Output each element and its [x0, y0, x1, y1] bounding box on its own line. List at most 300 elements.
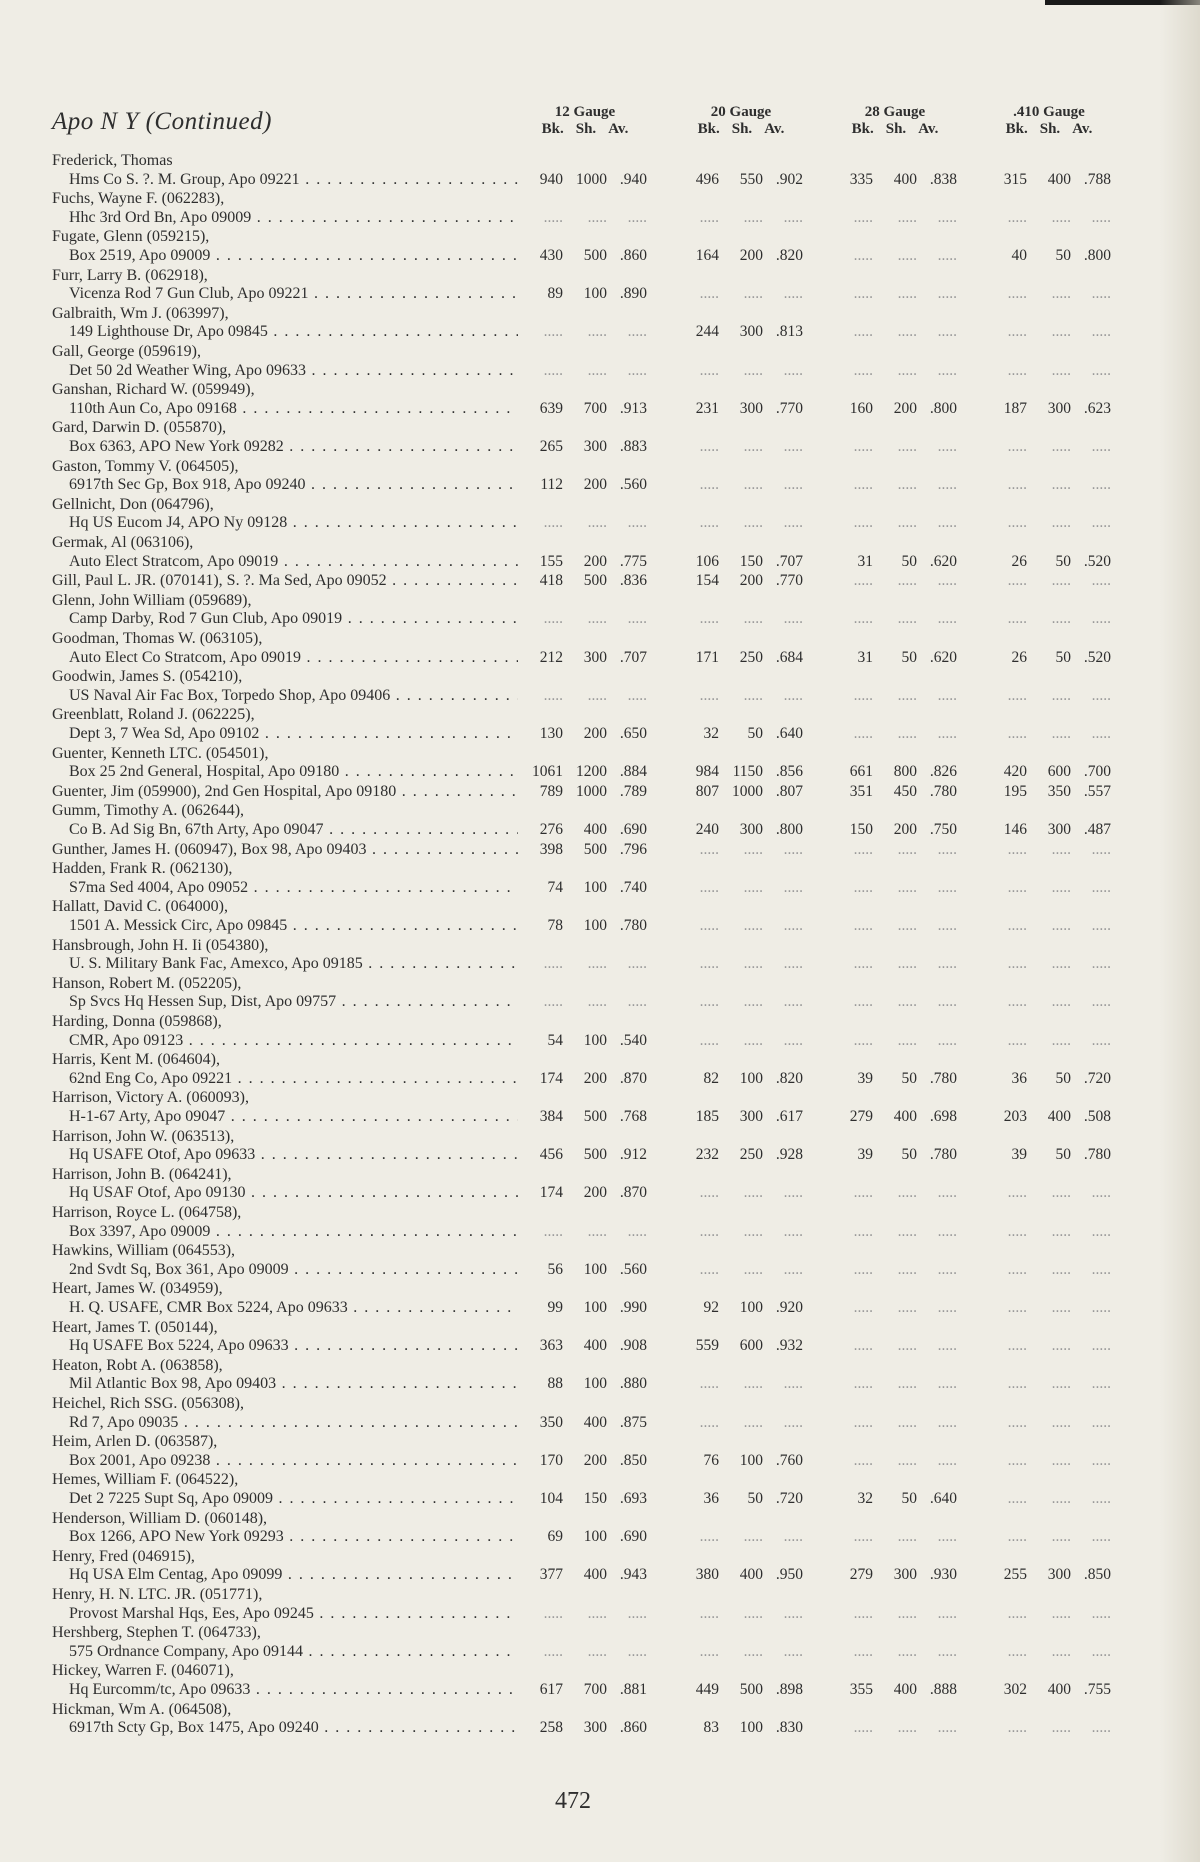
score-sh: ..... — [897, 1337, 917, 1355]
entry-name-line — [52, 1548, 1142, 1567]
score-sh: ..... — [1051, 955, 1071, 973]
score-bk: ..... — [1007, 610, 1027, 628]
entry-text: Sp Svcs Hq Hessen Sup, Dist, Apo 09757 . . . — [69, 993, 518, 1012]
score-av: ..... — [783, 285, 803, 303]
entry-address-line — [52, 1643, 1142, 1662]
entry-name-line — [52, 668, 1142, 687]
score-bk: ..... — [1007, 1298, 1027, 1316]
score-bk: 76 — [703, 1451, 719, 1469]
entry-name-line — [52, 937, 1142, 956]
score-sh: 300 — [583, 437, 607, 455]
entry-name-line — [52, 343, 1142, 362]
score-sh: ..... — [743, 1604, 763, 1622]
entry-text: H. Q. USAFE, CMR Box 5224, Apo 09633 . . . — [69, 1299, 518, 1318]
score-bk: ..... — [853, 1451, 873, 1469]
score-bk: 418 — [539, 572, 563, 590]
gauge-scores — [830, 725, 960, 744]
score-sh: 400 — [583, 1566, 607, 1584]
score-sh: 400 — [1047, 1680, 1071, 1698]
score-bk: 195 — [1003, 782, 1027, 800]
gauge-column-label: Sh. — [1039, 121, 1061, 137]
score-bk: ..... — [543, 993, 563, 1011]
gauge-scores — [984, 610, 1114, 629]
score-sh: ..... — [1051, 1337, 1071, 1355]
entry-text: Hershberg, Stephen T. (064733), — [52, 1624, 261, 1642]
score-sh: ..... — [1051, 1642, 1071, 1660]
entry-name-line — [52, 1051, 1142, 1070]
gauge-scores — [676, 955, 806, 974]
score-av: ..... — [1091, 840, 1111, 858]
score-sh: 400 — [1047, 170, 1071, 188]
score-sh: ..... — [1051, 1260, 1071, 1278]
score-av: ..... — [1091, 1298, 1111, 1316]
list-item — [52, 783, 1142, 802]
entry-text: Hickey, Warren F. (046071), — [52, 1662, 234, 1680]
entry-name-line — [52, 152, 1142, 171]
score-sh: 50 — [747, 724, 763, 742]
entry-text: 6917th Sec Gp, Box 918, Apo 09240 . . . — [69, 476, 518, 495]
gauge-name: 28 Gauge — [864, 104, 926, 120]
gauge-name: 12 Gauge — [554, 104, 616, 120]
entry-address-line — [52, 1070, 1142, 1089]
score-av: .884 — [619, 763, 647, 781]
score-bk: 174 — [539, 1069, 563, 1087]
gauge-scores — [830, 1719, 960, 1738]
entry-name-line — [52, 1280, 1142, 1299]
score-sh: ..... — [897, 1375, 917, 1393]
score-sh: ..... — [897, 208, 917, 226]
score-sh: ..... — [897, 1298, 917, 1316]
entry-name-line — [52, 860, 1142, 879]
gauge-scores — [676, 1261, 806, 1280]
score-bk: ..... — [853, 437, 873, 455]
score-av: ..... — [937, 1337, 957, 1355]
score-av: .838 — [929, 170, 957, 188]
gauge-scores — [984, 476, 1114, 495]
score-av: .755 — [1083, 1680, 1111, 1698]
gauge-scores — [676, 171, 806, 190]
gauge-scores — [520, 1146, 650, 1165]
entry-text: Camp Darby, Rod 7 Gun Club, Apo 09019 . . . — [69, 610, 518, 629]
score-bk: ..... — [853, 572, 873, 590]
score-av: ..... — [1091, 1337, 1111, 1355]
score-bk: 155 — [539, 552, 563, 570]
entry-name-line — [52, 534, 1142, 553]
score-sh: ..... — [897, 1260, 917, 1278]
entry-address-line — [52, 955, 1142, 974]
score-bk: ..... — [699, 1604, 719, 1622]
gauge-scores — [830, 1070, 960, 1089]
score-bk: ..... — [1007, 476, 1027, 494]
score-bk: ..... — [853, 1719, 873, 1737]
gauge-scores — [984, 1108, 1114, 1127]
entry-name-line — [52, 572, 1142, 591]
score-bk: ..... — [1007, 1184, 1027, 1202]
score-sh: 150 — [583, 1489, 607, 1507]
score-av: .940 — [619, 170, 647, 188]
list-item — [52, 706, 1142, 743]
score-av: ..... — [1091, 1719, 1111, 1737]
gauge-header — [676, 104, 806, 138]
score-sh: ..... — [1051, 1528, 1071, 1546]
score-bk: 258 — [539, 1719, 563, 1737]
score-bk: ..... — [853, 1604, 873, 1622]
score-bk: ..... — [699, 361, 719, 379]
entry-address-line — [52, 879, 1142, 898]
gauge-scores — [520, 400, 650, 419]
gauge-scores — [984, 1566, 1114, 1585]
score-sh: 300 — [739, 820, 763, 838]
list-item — [52, 1395, 1142, 1432]
score-sh: 400 — [583, 820, 607, 838]
score-av: .620 — [929, 552, 957, 570]
score-av: .856 — [775, 763, 803, 781]
score-bk: ..... — [853, 1337, 873, 1355]
score-bk: ..... — [853, 610, 873, 628]
entry-name-line — [52, 1586, 1142, 1605]
score-av: .813 — [775, 323, 803, 341]
entry-text: Goodman, Thomas W. (063105), — [52, 630, 263, 647]
score-av: ..... — [937, 246, 957, 264]
gauge-scores — [830, 1261, 960, 1280]
score-av: ..... — [937, 572, 957, 590]
gauge-scores — [676, 1414, 806, 1433]
entry-name-line — [52, 1471, 1142, 1490]
score-bk: 92 — [703, 1298, 719, 1316]
score-bk: 78 — [547, 916, 563, 934]
score-sh: 200 — [583, 1184, 607, 1202]
score-bk: 335 — [849, 170, 873, 188]
score-bk: 54 — [547, 1031, 563, 1049]
entry-text: Provost Marshal Hqs, Ees, Apo 09245 . . . — [69, 1605, 518, 1624]
list-item — [52, 898, 1142, 935]
entry-address-line — [52, 1605, 1142, 1624]
gauge-scores — [830, 247, 960, 266]
score-av: ..... — [937, 208, 957, 226]
entry-text: Fugate, Glenn (059215), — [52, 228, 210, 246]
score-bk: ..... — [853, 1184, 873, 1202]
list-item — [52, 228, 1142, 265]
entry-text: 149 Lighthouse Dr, Apo 09845 . . . — [69, 323, 518, 342]
gauge-scores — [676, 1490, 806, 1509]
entry-text: Hq USAFE Otof, Apo 09633 . . . — [69, 1146, 518, 1165]
score-sh: ..... — [743, 1031, 763, 1049]
score-av: .908 — [619, 1337, 647, 1355]
score-sh: 50 — [901, 1489, 917, 1507]
score-sh: 50 — [1055, 246, 1071, 264]
score-av: ..... — [783, 686, 803, 704]
score-bk: ..... — [853, 1260, 873, 1278]
score-sh: ..... — [743, 916, 763, 934]
score-bk: 150 — [849, 820, 873, 838]
score-av: .700 — [1083, 763, 1111, 781]
score-sh: ..... — [897, 1451, 917, 1469]
score-bk: ..... — [699, 686, 719, 704]
entry-text: Hq USAFE Box 5224, Apo 09633 . . . — [69, 1337, 518, 1356]
gauge-scores — [984, 1643, 1114, 1662]
score-sh: ..... — [897, 1528, 917, 1546]
score-av: ..... — [627, 993, 647, 1011]
entry-address-line — [52, 362, 1142, 381]
gauge-scores — [676, 649, 806, 668]
gauge-scores — [984, 1299, 1114, 1318]
entry-text: 1501 A. Messick Circ, Apo 09845 . . . — [69, 917, 518, 936]
gauge-scores — [830, 1566, 960, 1585]
entry-text: Galbraith, Wm J. (063997), — [52, 304, 229, 322]
score-sh: 50 — [901, 552, 917, 570]
score-av: ..... — [937, 1222, 957, 1240]
score-bk: 104 — [539, 1489, 563, 1507]
list-item — [52, 745, 1142, 782]
score-av: ..... — [937, 1642, 957, 1660]
gauge-scores — [984, 209, 1114, 228]
score-bk: 36 — [1011, 1069, 1027, 1087]
score-bk: ..... — [699, 1031, 719, 1049]
gauge-scores — [676, 1719, 806, 1738]
score-sh: 1150 — [732, 763, 763, 781]
score-bk: ..... — [699, 476, 719, 494]
gauge-scores — [830, 438, 960, 457]
score-sh: ..... — [743, 285, 763, 303]
score-av: .520 — [1083, 648, 1111, 666]
score-bk: ..... — [853, 686, 873, 704]
score-sh: 350 — [1047, 782, 1071, 800]
score-bk: ..... — [699, 610, 719, 628]
gauge-scores — [676, 362, 806, 381]
score-bk: ..... — [853, 993, 873, 1011]
gauge-scores — [520, 1452, 650, 1471]
score-av: ..... — [937, 686, 957, 704]
gauge-scores — [676, 993, 806, 1012]
score-sh: ..... — [897, 724, 917, 742]
score-av: .902 — [775, 170, 803, 188]
entry-address-line — [52, 649, 1142, 668]
score-av: ..... — [627, 514, 647, 532]
score-bk: ..... — [1007, 1222, 1027, 1240]
score-sh: 150 — [739, 552, 763, 570]
score-bk: ..... — [853, 724, 873, 742]
gauge-scores — [520, 993, 650, 1012]
score-av: ..... — [937, 1451, 957, 1469]
score-sh: 400 — [1047, 1107, 1071, 1125]
score-sh: ..... — [743, 1528, 763, 1546]
score-av: .850 — [1083, 1566, 1111, 1584]
entry-address-line — [52, 171, 1142, 190]
score-sh: ..... — [897, 1222, 917, 1240]
score-bk: ..... — [1007, 1337, 1027, 1355]
gauge-scores — [676, 514, 806, 533]
score-av: .820 — [775, 246, 803, 264]
score-sh: 50 — [901, 1146, 917, 1164]
score-sh: ..... — [743, 993, 763, 1011]
score-bk: 89 — [547, 285, 563, 303]
score-av: ..... — [783, 1642, 803, 1660]
gauge-scores — [830, 1643, 960, 1662]
score-sh: 600 — [739, 1337, 763, 1355]
score-av: .508 — [1083, 1107, 1111, 1125]
score-sh: 50 — [1055, 1146, 1071, 1164]
score-bk: ..... — [1007, 1642, 1027, 1660]
gauge-scores — [676, 879, 806, 898]
score-bk: 559 — [695, 1337, 719, 1355]
entry-text: Frederick, Thomas — [52, 152, 173, 169]
score-sh: 200 — [583, 724, 607, 742]
gauge-scores — [984, 1719, 1114, 1738]
score-av: ..... — [1091, 610, 1111, 628]
entry-text: Gall, George (059619), — [52, 343, 201, 360]
score-bk: ..... — [1007, 724, 1027, 742]
score-av: ..... — [1091, 1489, 1111, 1507]
score-sh: ..... — [743, 840, 763, 858]
entry-address-line — [52, 285, 1142, 304]
entry-text: Goodwin, James S. (054210), — [52, 668, 243, 686]
score-bk: ..... — [853, 1642, 873, 1660]
score-sh: 300 — [583, 648, 607, 666]
gauge-scores — [676, 1032, 806, 1051]
entry-address-line — [52, 993, 1142, 1012]
score-sh: ..... — [1051, 1489, 1071, 1507]
score-sh: 1000 — [732, 782, 763, 800]
gauge-scores — [676, 1070, 806, 1089]
list-item — [52, 1433, 1142, 1470]
score-av: ..... — [937, 993, 957, 1011]
score-bk: 351 — [849, 782, 873, 800]
entry-text: Heart, James T. (050144), — [52, 1318, 218, 1336]
gauge-scores — [676, 821, 806, 840]
score-av: .775 — [619, 552, 647, 570]
score-av: .620 — [929, 648, 957, 666]
score-sh: 50 — [901, 1069, 917, 1087]
score-bk: 617 — [539, 1680, 563, 1698]
gauge-scores — [984, 783, 1114, 802]
score-sh: ..... — [897, 686, 917, 704]
score-bk: 88 — [547, 1375, 563, 1393]
list-item — [52, 1586, 1142, 1623]
gauge-scores — [676, 1375, 806, 1394]
score-av: ..... — [937, 285, 957, 303]
score-bk: ..... — [853, 1413, 873, 1431]
score-av: .780 — [1083, 1146, 1111, 1164]
score-bk: ..... — [1007, 1489, 1027, 1507]
gauge-scores — [830, 1375, 960, 1394]
score-sh: 300 — [1047, 820, 1071, 838]
entry-address-line — [52, 209, 1142, 228]
gauge-scores — [984, 247, 1114, 266]
list-item — [52, 975, 1142, 1012]
entry-address-line — [52, 1261, 1142, 1280]
entry-address-line — [52, 1566, 1142, 1585]
gauge-column-label: Av. — [764, 121, 785, 137]
gauge-scores — [984, 323, 1114, 342]
score-sh: 400 — [583, 1337, 607, 1355]
score-bk: ..... — [699, 514, 719, 532]
score-sh: 100 — [583, 878, 607, 896]
gauge-header — [984, 104, 1114, 138]
gauge-scores — [830, 285, 960, 304]
score-bk: 1061 — [532, 763, 563, 781]
gauge-scores — [520, 610, 650, 629]
score-av: ..... — [937, 1298, 957, 1316]
page-edge-shadow — [1160, 0, 1200, 1862]
score-sh: 50 — [901, 648, 917, 666]
gauge-scores — [830, 610, 960, 629]
score-bk: 377 — [539, 1566, 563, 1584]
score-av: .707 — [775, 552, 803, 570]
score-av: ..... — [1091, 993, 1111, 1011]
score-bk: 40 — [1011, 246, 1027, 264]
score-bk: ..... — [1007, 1719, 1027, 1737]
entry-name-line — [52, 1357, 1142, 1376]
gauge-scores — [676, 1528, 806, 1547]
gauge-scores — [830, 1299, 960, 1318]
score-sh: 800 — [893, 763, 917, 781]
score-bk: ..... — [1007, 955, 1027, 973]
list-item — [52, 1510, 1142, 1547]
score-sh: ..... — [743, 361, 763, 379]
entry-name-line — [52, 898, 1142, 917]
gauge-scores — [830, 572, 960, 591]
score-av: ..... — [783, 878, 803, 896]
gauge-scores — [984, 1032, 1114, 1051]
score-sh: ..... — [897, 476, 917, 494]
score-sh: ..... — [897, 514, 917, 532]
gauge-column-label: Sh. — [575, 121, 597, 137]
gauge-scores — [520, 783, 650, 802]
score-sh: ..... — [1051, 285, 1071, 303]
gauge-scores — [984, 1528, 1114, 1547]
entry-address-line — [52, 763, 1142, 782]
entry-name-line — [52, 802, 1142, 821]
gauge-scores — [830, 514, 960, 533]
score-av: .928 — [775, 1146, 803, 1164]
gauge-scores — [984, 917, 1114, 936]
score-bk: ..... — [853, 323, 873, 341]
score-av: .836 — [619, 572, 647, 590]
gauge-scores — [676, 1337, 806, 1356]
entry-text: Heart, James W. (034959), — [52, 1280, 223, 1298]
score-bk: ..... — [1007, 323, 1027, 341]
gauge-scores — [984, 553, 1114, 572]
gauge-column-label: Sh. — [731, 121, 753, 137]
entry-address-line — [52, 1223, 1142, 1242]
entry-address-line — [52, 1299, 1142, 1318]
entry-address-line — [52, 1719, 1142, 1738]
entry-address-line — [52, 1414, 1142, 1433]
entry-name-line — [52, 1013, 1142, 1032]
entry-text: Mil Atlantic Box 98, Apo 09403 . . . — [69, 1375, 518, 1394]
score-sh: ..... — [587, 1642, 607, 1660]
gauge-column-label: Av. — [1072, 121, 1093, 137]
page-number: 472 — [555, 1788, 591, 1814]
score-av: ..... — [783, 955, 803, 973]
score-av: .860 — [619, 246, 647, 264]
gauge-scores — [984, 362, 1114, 381]
entry-address-line — [52, 917, 1142, 936]
score-bk: ..... — [543, 610, 563, 628]
score-sh: ..... — [897, 878, 917, 896]
gauge-scores — [676, 917, 806, 936]
score-bk: ..... — [699, 285, 719, 303]
score-bk: ..... — [853, 476, 873, 494]
score-av: ..... — [937, 840, 957, 858]
score-bk: 36 — [703, 1489, 719, 1507]
score-av: ..... — [627, 1222, 647, 1240]
score-bk: ..... — [1007, 1031, 1027, 1049]
entry-name-line — [52, 1624, 1142, 1643]
entry-address-line — [52, 514, 1142, 533]
score-bk: ..... — [699, 955, 719, 973]
score-av: .913 — [619, 399, 647, 417]
